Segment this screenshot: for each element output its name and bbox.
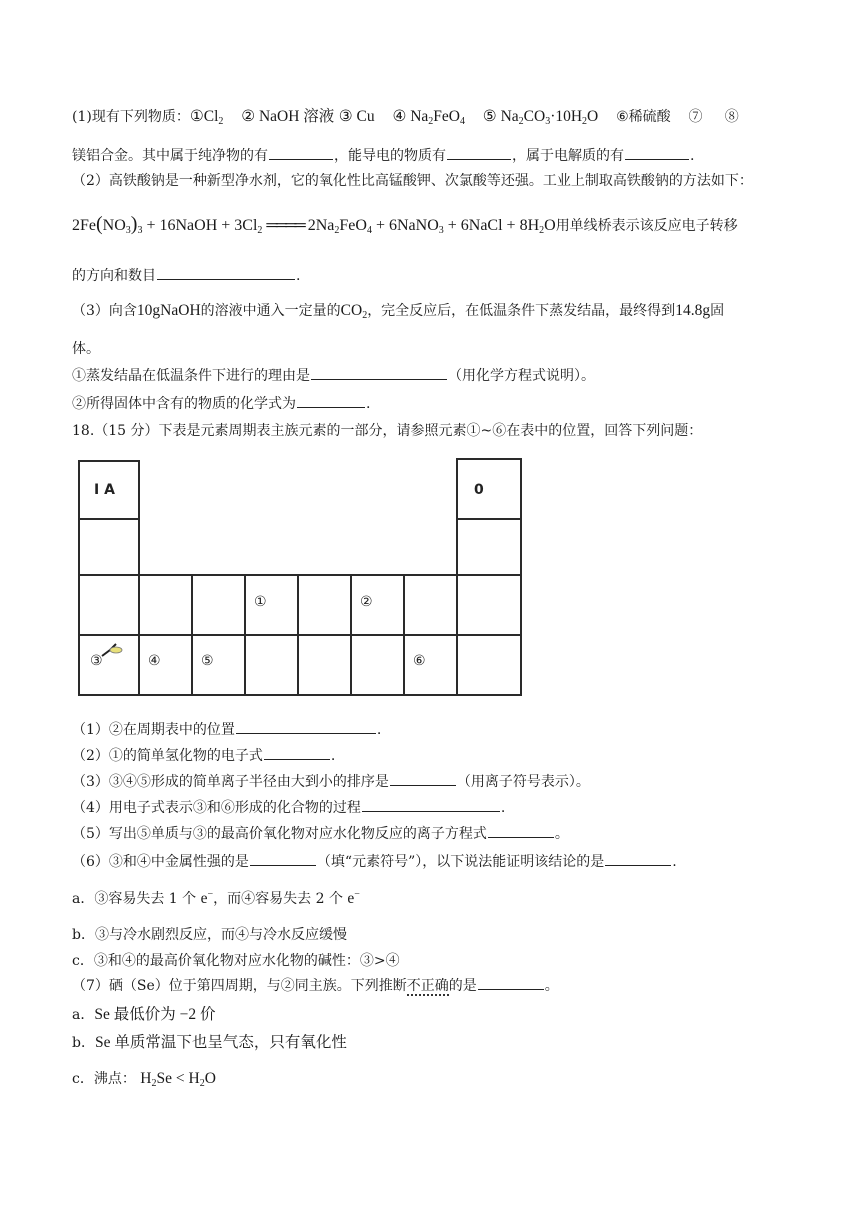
- cell-group-ia: I A: [78, 460, 140, 520]
- answer-blank[interactable]: [390, 772, 456, 786]
- cell: [297, 574, 352, 636]
- answer-blank[interactable]: [297, 394, 365, 408]
- answer-blank[interactable]: [488, 824, 554, 838]
- q17-part3-sub2: ②所得固体中含有的物质的化学式为 .: [72, 396, 371, 412]
- q18-option-a: a．③容易失去 1 个 e−，而④容易失去 2 个 e−: [72, 889, 360, 907]
- cell-element-6: ⑥: [403, 634, 458, 696]
- item-na2feo4: ④ $Na_2FeO_4$: [392, 108, 465, 127]
- cell-element-3: ③: [78, 634, 140, 696]
- item-cl2: $①Cl_2$: [189, 108, 224, 127]
- pen-mark-icon: [100, 642, 124, 660]
- q18-s4: （4）用电子式表示③和⑥形成的化合物的过程 .: [72, 800, 506, 816]
- q17-part3-line2: 体。: [72, 341, 100, 357]
- q17-part1-line2: 镁铝合金。其中属于纯净物的有 ，能导电的物质有 ，属于电解质的有 .: [72, 148, 695, 164]
- periodic-table-fragment: [74, 452, 524, 700]
- answer-blank[interactable]: [269, 146, 333, 160]
- cell: [244, 634, 299, 696]
- q18-s7-option-a: a．Se 最低价为 −2 价: [72, 1006, 216, 1023]
- cell: [138, 574, 193, 636]
- cell: [297, 634, 352, 696]
- q18-s7: （7）硒（Se）位于第四周期，与②同主族。下列推断不正确的是 。: [72, 978, 559, 994]
- q18-s6: （6）③和④中金属性强的是 （填“元素符号”），以下说法能证明该结论的是 .: [72, 854, 677, 870]
- cell: [350, 634, 405, 696]
- q18-s7-option-c: c．沸点： $H_2Se < H_2O$: [72, 1070, 216, 1089]
- h2se-h2o-comparison: $H_2Se < H_2O$: [140, 1070, 216, 1089]
- cell: [456, 574, 522, 636]
- chemical-equation: $2Fe(NO_3)_3$ + 16NaOH + $3Cl_2$ ════ $2Na_2FeO_4$ + 6NaNO$_3$ + 6NaCl + $8H_2O$: [72, 213, 556, 236]
- cell-element-1: ①: [244, 574, 299, 636]
- q17-part3-sub1: ①蒸发结晶在低温条件下进行的理由是 （用化学方程式说明）。: [72, 368, 595, 384]
- q17-part2-line2: 的方向和数目 .: [72, 268, 301, 284]
- answer-blank[interactable]: [264, 746, 330, 760]
- answer-blank[interactable]: [311, 366, 447, 380]
- cell-element-2: ②: [350, 574, 405, 636]
- q18-s7-option-b: b．Se 单质常温下也呈气态，只有氧化性: [72, 1034, 347, 1051]
- co2-formula: $CO_2$: [340, 302, 368, 321]
- q18-title: 18.（15 分）下表是元素周期表主族元素的一部分，请参照元素①~⑥在表中的位置，回答下列问题：: [72, 423, 703, 439]
- electron-symbol: e−: [347, 889, 360, 907]
- q18-s2: （2）①的简单氢化物的电子式 .: [72, 748, 336, 764]
- answer-blank[interactable]: [157, 266, 295, 280]
- q17-equation-line: $2Fe(NO_3)_3$ + 16NaOH + $3Cl_2$ ════ $2Na_2FeO_4$ + 6NaNO$_3$ + 6NaCl + $8H_2O$用单线桥表示该反应电子转移: [72, 213, 738, 236]
- cell: [403, 574, 458, 636]
- answer-blank[interactable]: [250, 852, 316, 866]
- q18-option-b: b．③与冷水剧烈反应，而④与冷水反应缓慢: [72, 927, 347, 943]
- item-na2co3: ⑤ $Na_2CO_3\cdot 10H_2O$: [482, 108, 599, 127]
- answer-blank[interactable]: [236, 720, 376, 734]
- cell: [456, 634, 522, 696]
- cell: [191, 574, 246, 636]
- q18-option-c: c．③和④的最高价氧化物对应水化物的碱性：③>④: [72, 953, 400, 969]
- answer-blank[interactable]: [605, 852, 671, 866]
- cell-element-5: ⑤: [191, 634, 246, 696]
- q18-s5: （5）写出⑤单质与③的最高价氧化物对应水化物反应的离子方程式 。: [72, 826, 569, 842]
- q17-part1-line1: (1)现有下列物质：$①Cl_2$ ② NaOH 溶液 ③ Cu ④ $Na_2FeO_4$ ⑤ $Na_2CO_3\cdot 10H_2O$ ⑥稀硫酸 ⑦ ⑧: [72, 108, 739, 127]
- q17-part3-line1: （3）向含10gNaOH的溶液中通入一定量的$CO_2$，完全反应后，在低温条件下蒸发结晶，最终得到14.8g固: [72, 302, 725, 321]
- answer-blank[interactable]: [447, 146, 511, 160]
- q18-s1: （1）②在周期表中的位置 .: [72, 722, 382, 738]
- cell: [78, 574, 140, 636]
- cell-group-0: 0: [456, 458, 522, 520]
- answer-blank[interactable]: [478, 976, 544, 990]
- electron-symbol: e−: [200, 889, 214, 907]
- cell-element-4: ④: [138, 634, 193, 696]
- cell-row2-ia: [78, 518, 140, 576]
- answer-blank[interactable]: [625, 146, 689, 160]
- q18-s3: （3）③④⑤形成的简单离子半径由大到小的排序是 （用离子符号表示）。: [72, 774, 590, 790]
- cell-row2-0: [456, 518, 522, 576]
- q17-part2-line1: （2）高铁酸钠是一种新型净水剂，它的氧化性比高锰酸钾、次氯酸等还强。工业上制取高铁酸钠的方法如下：: [72, 173, 753, 189]
- answer-blank[interactable]: [362, 798, 500, 812]
